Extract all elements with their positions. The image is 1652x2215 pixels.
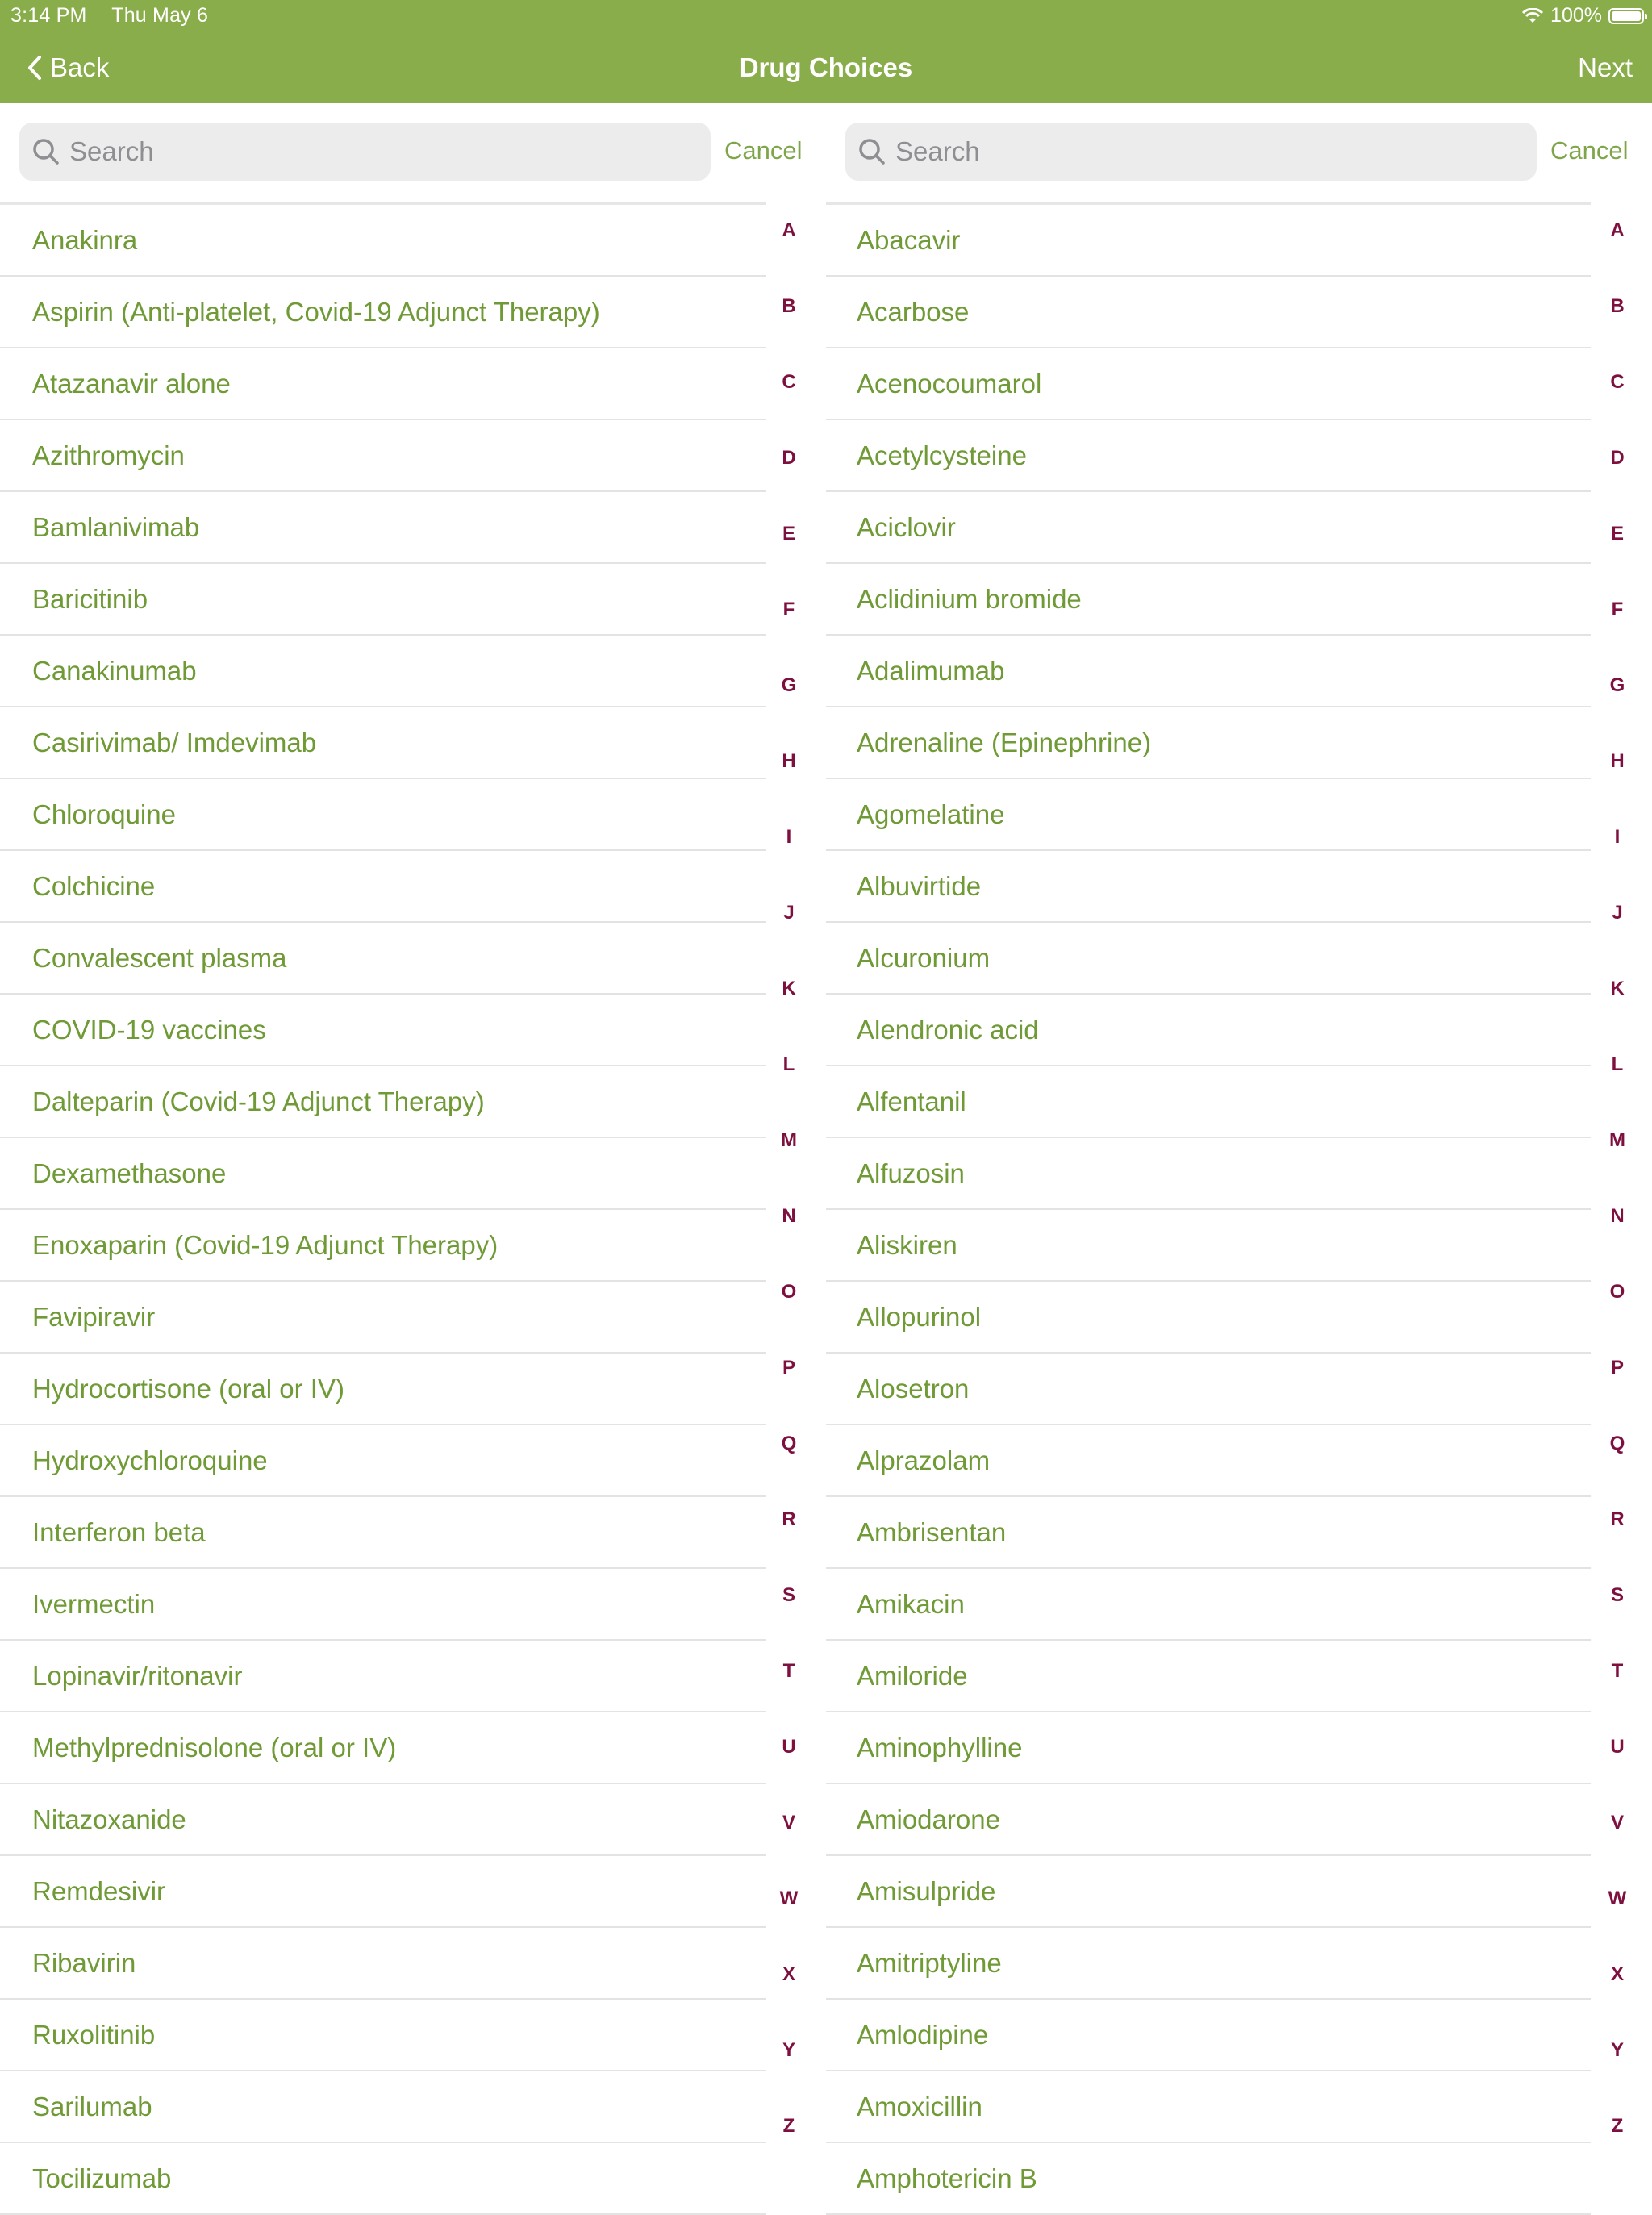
wifi-icon: [1521, 8, 1544, 24]
index-letter[interactable]: R: [1610, 1508, 1625, 1530]
drug-name: Methylprednisolone (oral or IV): [32, 1732, 397, 1762]
index-letter[interactable]: U: [1610, 1736, 1625, 1758]
list-item[interactable]: [0, 2000, 766, 2071]
list-item[interactable]: [0, 1138, 766, 1210]
drug-name: Sarilumab: [32, 2091, 152, 2121]
list-item[interactable]: [826, 564, 1591, 636]
drug-name: Casirivimab/ Imdevimab: [32, 727, 317, 757]
index-letter[interactable]: I: [1614, 826, 1621, 848]
list-item[interactable]: [0, 1066, 766, 1138]
drug-name: Amisulpride: [857, 1875, 996, 1906]
next-button[interactable]: Next: [1578, 52, 1633, 82]
index-letter[interactable]: Q: [1609, 1433, 1625, 1454]
drug-name: Aclidinium bromide: [857, 583, 1082, 614]
list-item[interactable]: [826, 277, 1591, 348]
drug-name: Remdesivir: [32, 1875, 166, 1906]
left-drug-list: [0, 205, 766, 2215]
list-item[interactable]: [826, 2000, 1591, 2071]
drug-name: Anakinra: [32, 224, 138, 255]
right-search-input[interactable]: [894, 136, 1526, 168]
drug-name: Alprazolam: [857, 1445, 991, 1475]
list-item[interactable]: [0, 1210, 766, 1282]
list-item[interactable]: [826, 707, 1591, 779]
list-item[interactable]: [0, 779, 766, 851]
list-item[interactable]: [826, 1282, 1591, 1354]
navigation-header: [0, 0, 1652, 103]
drug-name: Amiodarone: [857, 1804, 1000, 1834]
list-item[interactable]: [0, 707, 766, 779]
index-letter[interactable]: A: [782, 219, 796, 241]
drug-name: Aciclovir: [857, 511, 956, 542]
list-item[interactable]: [0, 1928, 766, 2000]
index-letter[interactable]: J: [1612, 902, 1623, 924]
index-letter[interactable]: O: [1609, 1281, 1625, 1303]
drug-name: Interferon beta: [32, 1516, 206, 1547]
list-item[interactable]: [0, 923, 766, 995]
status-bar-left: [10, 4, 227, 27]
index-letter[interactable]: C: [1610, 371, 1625, 393]
back-label: Back: [50, 52, 110, 82]
list-item[interactable]: [0, 1641, 766, 1712]
index-letter[interactable]: M: [1609, 1129, 1625, 1151]
index-letter[interactable]: B: [1610, 295, 1625, 317]
index-letter[interactable]: P: [1610, 1357, 1624, 1379]
index-letter[interactable]: V: [1610, 1812, 1624, 1833]
list-item[interactable]: [0, 1497, 766, 1569]
list-item[interactable]: [0, 420, 766, 492]
list-item[interactable]: [0, 205, 766, 277]
index-letter[interactable]: S: [1610, 1584, 1624, 1606]
index-letter[interactable]: A: [1610, 219, 1625, 241]
list-item[interactable]: [826, 1784, 1591, 1856]
index-letter[interactable]: E: [1610, 523, 1624, 544]
index-letter[interactable]: G: [781, 674, 797, 696]
drug-name: Ruxolitinib: [32, 2019, 156, 2050]
left-search-input[interactable]: [68, 136, 700, 168]
list-item[interactable]: [826, 1210, 1591, 1282]
index-letter[interactable]: N: [1610, 1205, 1625, 1227]
drug-name: Aliskiren: [857, 1229, 957, 1260]
index-letter[interactable]: S: [782, 1584, 795, 1606]
index-letter[interactable]: Q: [781, 1433, 797, 1454]
drug-name: Atazanavir alone: [32, 368, 231, 398]
right-cancel-button[interactable]: Cancel: [1550, 136, 1629, 165]
list-item[interactable]: [0, 564, 766, 636]
drug-name: Abacavir: [857, 224, 961, 255]
drug-name: Alosetron: [857, 1373, 970, 1404]
list-item[interactable]: [826, 851, 1591, 923]
list-item[interactable]: [826, 1497, 1591, 1569]
index-letter[interactable]: F: [782, 599, 795, 620]
drug-name: Amiloride: [857, 1660, 968, 1691]
drug-name: Amoxicillin: [857, 2091, 982, 2121]
index-letter[interactable]: L: [782, 1053, 795, 1075]
drug-name: Hydroxychloroquine: [32, 1445, 268, 1475]
index-letter[interactable]: J: [783, 902, 795, 924]
list-item[interactable]: [0, 1569, 766, 1641]
list-item[interactable]: [0, 277, 766, 348]
drug-name: Amlodipine: [857, 2019, 989, 2050]
page-title: Drug Choices: [739, 52, 913, 82]
list-item[interactable]: [0, 1282, 766, 1354]
list-item[interactable]: [0, 348, 766, 420]
left-search-field[interactable]: [19, 123, 711, 181]
right-section-index[interactable]: [1605, 219, 1629, 2194]
index-letter[interactable]: H: [1610, 750, 1625, 772]
index-letter[interactable]: X: [1610, 1963, 1624, 1985]
search-icon: [31, 136, 61, 167]
status-date: Thu May 6: [111, 4, 209, 27]
list-item[interactable]: [826, 1569, 1591, 1641]
index-letter[interactable]: E: [782, 523, 795, 544]
drug-name: COVID-19 vaccines: [32, 1014, 266, 1045]
drug-name: Allopurinol: [857, 1301, 982, 1332]
list-item[interactable]: [826, 348, 1591, 420]
index-letter[interactable]: F: [1611, 599, 1624, 620]
drug-name: Amphotericin B: [857, 2163, 1037, 2193]
list-item[interactable]: [0, 2143, 766, 2215]
drug-name: Amitriptyline: [857, 1947, 1002, 1978]
index-letter[interactable]: L: [1611, 1053, 1624, 1075]
drug-name: Bamlanivimab: [32, 511, 200, 542]
list-item[interactable]: [826, 1354, 1591, 1425]
drug-name: Hydrocortisone (oral or IV): [32, 1373, 344, 1404]
drug-name: Alfuzosin: [857, 1158, 965, 1188]
list-item[interactable]: [826, 1425, 1591, 1497]
list-item[interactable]: [826, 492, 1591, 564]
list-item[interactable]: [826, 1856, 1591, 1928]
index-letter[interactable]: V: [782, 1812, 795, 1833]
drug-name: Azithromycin: [32, 440, 185, 470]
drug-name: Aspirin (Anti-platelet, Covid-19 Adjunct Therapy): [32, 296, 600, 327]
drug-name: Alendronic acid: [857, 1014, 1039, 1045]
drug-name: Acenocoumarol: [857, 368, 1042, 398]
index-letter[interactable]: M: [781, 1129, 797, 1151]
index-letter[interactable]: O: [781, 1281, 797, 1303]
list-item[interactable]: [0, 1425, 766, 1497]
index-letter[interactable]: D: [782, 447, 796, 469]
list-item[interactable]: [0, 1354, 766, 1425]
drug-name: Nitazoxanide: [32, 1804, 186, 1834]
index-letter[interactable]: U: [782, 1736, 796, 1758]
drug-name: Convalescent plasma: [32, 942, 287, 973]
list-item[interactable]: [826, 1928, 1591, 2000]
list-item[interactable]: [826, 923, 1591, 995]
battery-percent: 100%: [1550, 4, 1602, 27]
index-letter[interactable]: W: [779, 1888, 799, 1909]
index-letter[interactable]: X: [782, 1963, 795, 1985]
drug-name: Baricitinib: [32, 583, 148, 614]
index-letter[interactable]: T: [782, 1660, 795, 1682]
index-letter[interactable]: H: [782, 750, 796, 772]
drug-name: Agomelatine: [857, 799, 1005, 829]
index-letter[interactable]: K: [1610, 978, 1625, 999]
status-time: 3:14 PM: [10, 4, 87, 27]
list-item[interactable]: [0, 1784, 766, 1856]
drug-name: Tocilizumab: [32, 2163, 172, 2193]
drug-name: Adalimumab: [857, 655, 1005, 686]
drug-name: Albuvirtide: [857, 870, 982, 901]
left-section-index[interactable]: [777, 219, 801, 2194]
index-letter[interactable]: T: [1611, 1660, 1624, 1682]
index-letter[interactable]: K: [782, 978, 796, 999]
right-drug-list-pane: [826, 103, 1652, 2204]
drug-name: Enoxaparin (Covid-19 Adjunct Therapy): [32, 1229, 499, 1260]
list-item[interactable]: [0, 995, 766, 1066]
drug-name: Alfentanil: [857, 1086, 966, 1116]
index-letter[interactable]: Z: [1611, 2115, 1624, 2137]
drug-name: Adrenaline (Epinephrine): [857, 727, 1152, 757]
index-letter[interactable]: R: [782, 1508, 796, 1530]
index-letter[interactable]: D: [1610, 447, 1625, 469]
list-item[interactable]: [0, 851, 766, 923]
drug-name: Favipiravir: [32, 1301, 156, 1332]
drug-name: Dalteparin (Covid-19 Adjunct Therapy): [32, 1086, 485, 1116]
left-drug-list-pane: [0, 103, 816, 2204]
list-item[interactable]: [826, 995, 1591, 1066]
list-item[interactable]: [826, 1712, 1591, 1784]
right-search-field[interactable]: [845, 123, 1537, 181]
drug-name: Chloroquine: [32, 799, 176, 829]
drug-name: Aminophylline: [857, 1732, 1023, 1762]
index-letter[interactable]: B: [782, 295, 796, 317]
drug-name: Ribavirin: [32, 1947, 136, 1978]
drug-name: Ambrisentan: [857, 1516, 1007, 1547]
index-letter[interactable]: P: [782, 1357, 795, 1379]
index-letter[interactable]: I: [786, 826, 792, 848]
drug-name: Lopinavir/ritonavir: [32, 1660, 243, 1691]
drug-name: Acetylcysteine: [857, 440, 1027, 470]
status-bar-right: [1521, 4, 1644, 27]
index-letter[interactable]: Y: [782, 2039, 795, 2061]
index-letter[interactable]: W: [1608, 1888, 1627, 1909]
list-item[interactable]: [826, 636, 1591, 707]
index-letter[interactable]: Y: [1610, 2039, 1624, 2061]
drug-name: Acarbose: [857, 296, 970, 327]
drug-name: Amikacin: [857, 1588, 965, 1619]
index-letter[interactable]: N: [782, 1205, 796, 1227]
list-item[interactable]: [0, 2071, 766, 2143]
drug-name: Canakinumab: [32, 655, 197, 686]
index-letter[interactable]: Z: [782, 2115, 795, 2137]
drug-name: Dexamethasone: [32, 1158, 227, 1188]
drug-name: Colchicine: [32, 870, 156, 901]
left-cancel-button[interactable]: Cancel: [724, 136, 803, 165]
right-drug-list: [826, 205, 1591, 2215]
list-item[interactable]: [826, 1138, 1591, 1210]
battery-icon: [1608, 8, 1644, 24]
list-item[interactable]: [826, 779, 1591, 851]
search-icon: [857, 136, 887, 167]
list-item[interactable]: [826, 205, 1591, 277]
index-letter[interactable]: G: [1609, 674, 1625, 696]
drug-name: Alcuronium: [857, 942, 991, 973]
list-item[interactable]: [826, 1641, 1591, 1712]
list-item[interactable]: [0, 1712, 766, 1784]
list-item[interactable]: [826, 2071, 1591, 2143]
list-item[interactable]: [826, 2143, 1591, 2215]
list-item[interactable]: [826, 420, 1591, 492]
list-item[interactable]: [826, 1066, 1591, 1138]
list-item[interactable]: [0, 492, 766, 564]
list-item[interactable]: [0, 636, 766, 707]
list-item[interactable]: [0, 1856, 766, 1928]
drug-name: Ivermectin: [32, 1588, 156, 1619]
index-letter[interactable]: C: [782, 371, 796, 393]
